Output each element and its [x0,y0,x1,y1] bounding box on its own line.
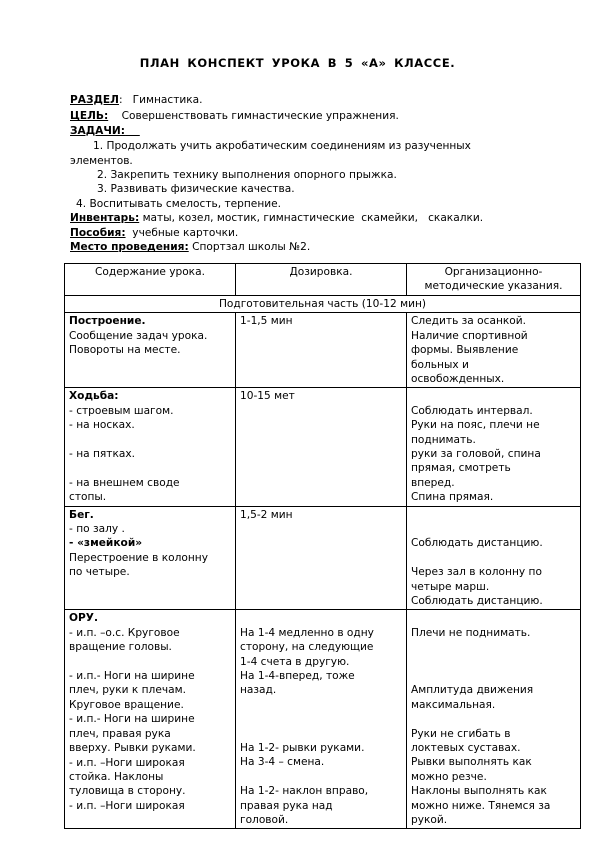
cell-line: Соблюдать дистанцию. [411,537,543,550]
cell-line: плеч, правая рука [69,727,171,740]
place-label: Место проведения: [70,240,189,253]
cell-line: Соблюдать дистанцию. [411,595,543,608]
inventory-label: Инвентарь: [70,212,140,225]
cell-line: рукой. [411,814,448,827]
cell-line: Круговое вращение. [69,698,184,711]
cell-line: формы. Выявление [411,344,519,357]
cell-line: - и.п. –о.с. Круговое [69,626,180,639]
table-header-row [65,264,581,296]
cell-line: вперед. [411,476,455,489]
aids-value: учебные карточки. [125,226,239,239]
cell-line: 1,5-2 мин [240,508,293,521]
column-header-dosage: Дозировка. [236,264,407,296]
cell-line: На 3-4 – смена. [240,756,325,769]
cell-line: стопы. [69,491,107,504]
cell-line: Следить за осанкой. [411,315,527,328]
cell-line [411,551,576,565]
cell-line: На 1-2- наклон вправо, [240,785,369,798]
task-item: 3. Развивать физические качества. [97,183,295,196]
column-header-guidelines: Организационно-методические указания. [407,264,581,296]
cell-line: - строевым шагом. [69,404,174,417]
cell-line [240,712,402,726]
cell-line: головой. [240,814,289,827]
cell-line: Соблюдать интервал. [411,404,533,417]
cell-line: больных и [411,358,469,371]
tasks-line [70,124,550,138]
cell-line: Плечи не поднимать. [411,626,531,639]
section-row [65,296,581,313]
cell-line: - и.п. –Ноги широкая [69,799,185,812]
content-cell [65,388,236,506]
cell-line [411,712,576,726]
cell-line: Рывки выполнять как [411,756,532,769]
cell-line: Амплитуда движения [411,684,534,697]
section-value: Гимнастика. [122,94,203,106]
task-item: 4. Воспитывать смелость, терпение. [76,197,282,210]
cell-line [240,770,402,784]
dosage-cell [236,388,407,506]
cell-line: - на внешнем своде [69,476,180,489]
cell-line: Ходьба: [69,390,119,403]
content-cell [65,313,236,388]
table-row [65,388,581,506]
cell-line: правая рука над [240,799,333,812]
cell-line: 1-1,5 мин [240,315,293,328]
cell-line: - на пятках. [69,448,135,461]
guidelines-cell [407,506,581,610]
table-body [65,313,581,829]
cell-line: назад. [240,684,277,697]
cell-line: четыре марш. [411,580,490,593]
cell-line [411,522,576,536]
cell-line: по четыре. [69,566,130,579]
cell-line: Через зал в колонну по [411,566,542,579]
guidelines-cell [407,313,581,388]
column-header-content: Содержание урока. [65,264,236,296]
cell-line: 10-15 мет [240,390,295,403]
dosage-cell [236,506,407,610]
inventory-value: маты, козел, мостик, гимнастические скамейки, скакалки. [139,212,484,225]
table-row [65,313,581,388]
cell-line: На 1-4-вперед, тоже [240,670,355,683]
cell-line [240,727,402,741]
section-label: РАЗДЕЛ [70,94,119,106]
content-cell [65,610,236,829]
cell-line: Бег. [69,508,94,521]
cell-line: Руки не сгибать в [411,727,511,740]
task-item: 1. Продолжать учить акробатическим соединениям из разученных [93,140,471,153]
cell-line [240,611,402,625]
cell-line: Наклоны выполнять как [411,785,547,798]
cell-line: Перестроение в колонну [69,551,209,564]
cell-line: Наличие спортивной [411,329,528,342]
guidelines-cell [407,388,581,506]
dosage-cell [236,313,407,388]
goal-value: Совершенствовать гимнастические упражнения. [108,110,399,123]
cell-line: плеч, руки к плечам. [69,684,186,697]
cell-line: - «змейкой» [69,537,143,550]
cell-line: - и.п. –Ноги широкая [69,756,185,769]
cell-line [411,508,576,522]
cell-line: максимальная. [411,698,496,711]
cell-line: - и.п.- Ноги на ширине [69,670,195,683]
table-row [65,506,581,610]
goal-line [70,109,550,123]
cell-line [411,669,576,683]
cell-line: 1-4 счета в другую. [240,655,350,668]
cell-line: сторону, на следующие [240,641,374,654]
table-row [65,610,581,829]
cell-line [240,698,402,712]
tasks-label: ЗАДАЧИ: [70,124,126,137]
cell-line [69,655,231,669]
cell-line: вращение головы. [69,641,172,654]
cell-line: туловища в сторону. [69,785,186,798]
document-title: ПЛАН КОНСПЕКТ УРОКА В 5 «А» КЛАССЕ. [139,56,456,70]
cell-line: поднимать. [411,433,476,446]
task-item-continuation: элементов. [70,154,133,167]
cell-line: прямая, смотреть [411,462,511,475]
section-line: РАЗДЕЛ: Гимнастика. [70,94,203,106]
cell-line: руки за головой, спина [411,448,541,461]
task-item: 2. Закрепить технику выполнения опорного прыжка. [97,168,397,181]
cell-line: На 1-2- рывки руками. [240,742,365,755]
cell-line: Построение. [69,315,146,328]
cell-line: вверху. Рывки руками. [69,742,196,755]
cell-line [411,611,576,625]
cell-line: можно ниже. Тянемся за [411,799,551,812]
cell-line: - на носках. [69,419,135,432]
cell-line: локтевых суставах. [411,742,521,755]
dosage-cell [236,610,407,829]
cell-line [411,640,576,654]
section-title: Подготовительная часть (10-12 мин) [65,296,581,313]
aids-line [70,226,550,240]
cell-line [69,433,231,447]
place-value: Спортзал школы №2. [188,240,311,253]
cell-line: освобожденных. [411,373,505,386]
inventory-line [70,211,550,225]
lesson-plan-table [64,263,581,829]
cell-line: стойка. Наклоны [69,770,164,783]
cell-line: Руки на пояс, плечи не [411,419,540,432]
guidelines-cell [407,610,581,829]
cell-line [69,461,231,475]
cell-line: - по залу . [69,523,125,536]
goal-label: ЦЕЛЬ: [70,110,109,123]
cell-line [411,389,576,403]
cell-line [411,655,576,669]
cell-line: Спина прямая. [411,491,494,504]
cell-line: Повороты на месте. [69,344,181,357]
cell-line: На 1-4 медленно в одну [240,626,374,639]
lesson-header [70,93,550,254]
cell-line: ОРУ. [69,612,98,625]
cell-line: можно резче. [411,770,487,783]
place-line [70,240,550,254]
aids-label: Пособия: [70,226,126,239]
cell-line: - и.п.- Ноги на ширине [69,713,195,726]
cell-line: Сообщение задач урока. [69,329,208,342]
content-cell [65,506,236,610]
